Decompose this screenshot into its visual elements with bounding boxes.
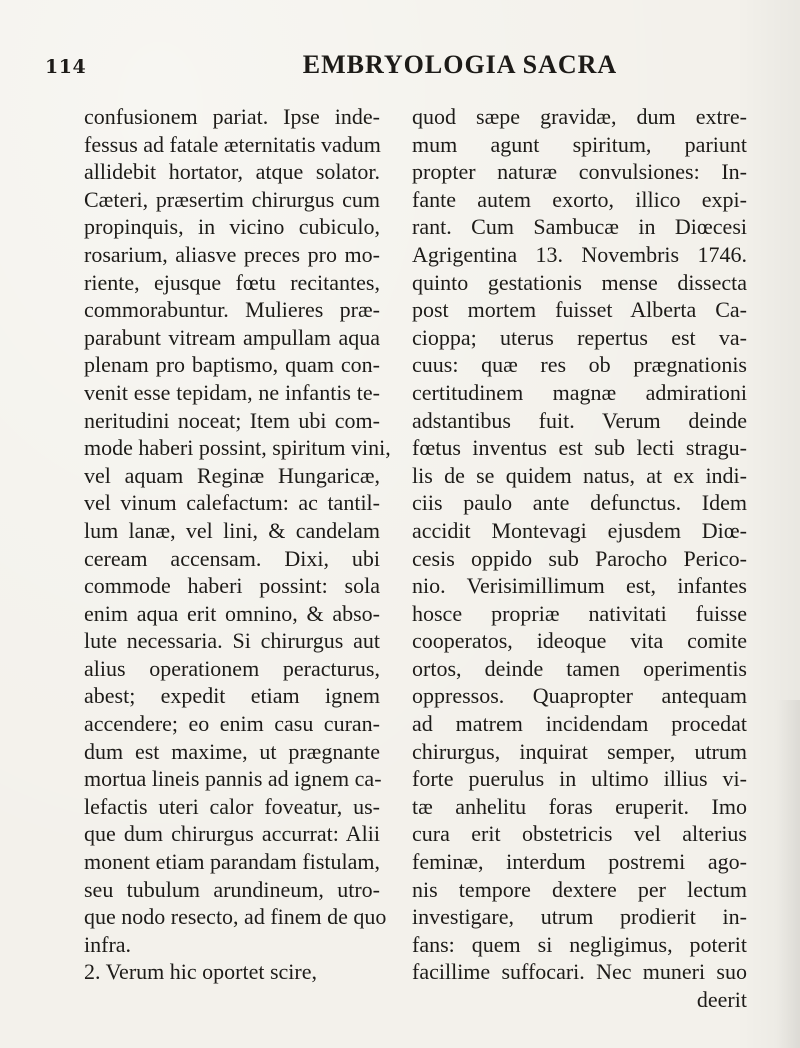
text-line: que nodo resecto, ad finem de quo [84, 904, 387, 930]
text-line: seu tubulum arundineum, utro- [84, 876, 380, 902]
text-line: cooperatos, ideoque vita comite [412, 628, 747, 654]
text-line: lute necessaria. Si chirurgus aut [84, 628, 380, 654]
text-line: adstantibus fuit. Verum deinde [412, 407, 747, 433]
text-line: quod sæpe gravidæ, dum extre- [412, 104, 747, 129]
text-line: feminæ, interdum postremi ago- [412, 849, 747, 875]
text-line: lis de se quidem natus, at ex indi- [412, 462, 747, 488]
text-line: propter naturæ convulsiones: In- [412, 159, 747, 185]
text-line: tæ anhelitu foras eruperit. Imo [412, 793, 747, 819]
text-line: Agrigentina 13. Novembris 1746. [412, 241, 747, 267]
text-line: dum est maxime, ut prægnante [84, 738, 380, 764]
text-line: mortua lineis pannis ad ignem ca- [84, 766, 382, 792]
text-line: chirurgus, inquirat semper, utrum [412, 738, 747, 764]
text-line: forte puerulus in ultimo illius vi- [412, 766, 747, 792]
text-line: nis tempore dextere per lectum [412, 876, 747, 902]
text-line: investigare, utrum prodierit in- [412, 904, 747, 930]
text-line: oppressos. Quapropter antequam [412, 683, 747, 709]
text-line: hosce propriæ nativitati fuisse [412, 600, 747, 626]
text-line: fœtus inventus est sub lecti stragu- [412, 435, 747, 461]
text-line: vel aquam Reginæ Hungaricæ, [84, 462, 380, 488]
left-text-column [84, 103, 391, 986]
text-line: cura erit obstetricis vel alterius [412, 821, 747, 847]
page-edge-shadow [776, 700, 800, 1048]
text-line: nio. Verisimillimum est, infantes [412, 573, 747, 599]
text-line: certitudinem magnæ admirationi [412, 379, 747, 405]
text-line: alius operationem peracturus, [84, 655, 380, 681]
text-line: confusionem pariat. Ipse inde- [84, 104, 380, 129]
text-line: rosarium, aliasve preces pro mo- [84, 241, 380, 267]
text-line: deerit [696, 987, 747, 1012]
text-line: accendere; eo enim casu curan- [84, 711, 380, 737]
text-line: riente, ejusque fœtu recitantes, [84, 269, 380, 295]
text-line: ad matrem incidendam procedat [412, 711, 747, 737]
text-line: Cæteri, præsertim chirurgus cum [84, 186, 380, 212]
text-line: accidit Montevagi ejusdem Diœ- [412, 517, 747, 543]
text-line: cuus: quæ res ob prægnationis [412, 352, 747, 378]
text-line: fante autem exorto, illico expi- [412, 186, 747, 212]
text-line: rant. Cum Sambucæ in Diœcesi [412, 214, 747, 240]
text-line: quinto gestationis mense dissecta [412, 269, 747, 295]
text-line: neritudini noceat; Item ubi com- [84, 407, 380, 433]
text-line: cesis oppido sub Parocho Perico- [412, 545, 747, 571]
running-head [45, 50, 775, 84]
text-line: 2. Verum hic oportet scire, [84, 959, 317, 985]
text-line: commorabuntur. Mulieres præ- [84, 297, 380, 323]
text-line: facillime suffocari. Nec muneri suo [412, 959, 747, 985]
text-line: lum lanæ, vel lini, & candelam [84, 517, 380, 543]
right-text-column [412, 103, 747, 1014]
text-line: mum agunt spiritum, pariunt [412, 131, 747, 157]
text-line: enim aqua erit omnino, & abso- [84, 600, 380, 626]
text-line: abest; expedit etiam ignem [84, 683, 380, 709]
text-line: ortos, deinde tamen operimentis [412, 655, 747, 681]
text-line: venit esse tepidam, ne infantis te- [84, 379, 380, 405]
text-line: ciis paulo ante defunctus. Idem [412, 490, 747, 516]
page-heading: EMBRYOLOGIA SACRA [302, 50, 618, 79]
text-line: fessus ad fatale æternitatis vadum [84, 131, 381, 157]
text-line: mode haberi possint, spiritum vini, [84, 435, 391, 461]
text-line: allidebit hortator, atque solator. [84, 159, 380, 185]
text-line: vel vinum calefactum: ac tantil- [84, 490, 380, 516]
text-line: monent etiam parandam fistulam, [84, 849, 380, 875]
page-number: 114 [45, 56, 87, 78]
text-line: plenam pro baptismo, quam con- [84, 352, 380, 378]
text-line: infra. [84, 931, 132, 957]
text-line: post mortem fuisset Alberta Ca- [412, 297, 747, 323]
text-line: cioppa; uterus repertus est va- [412, 324, 747, 350]
text-line: fans: quem si negligimus, poterit [412, 931, 747, 957]
text-line: lefactis uteri calor foveatur, us- [84, 793, 380, 819]
text-line: propinquis, in vicino cubiculo, [84, 214, 380, 240]
text-line: ceream accensam. Dixi, ubi [84, 545, 380, 571]
text-line: que dum chirurgus accurrat: Alii [84, 821, 380, 847]
text-line: parabunt vitream ampullam aqua [84, 324, 380, 350]
text-line: commode haberi possint: sola [84, 573, 380, 599]
